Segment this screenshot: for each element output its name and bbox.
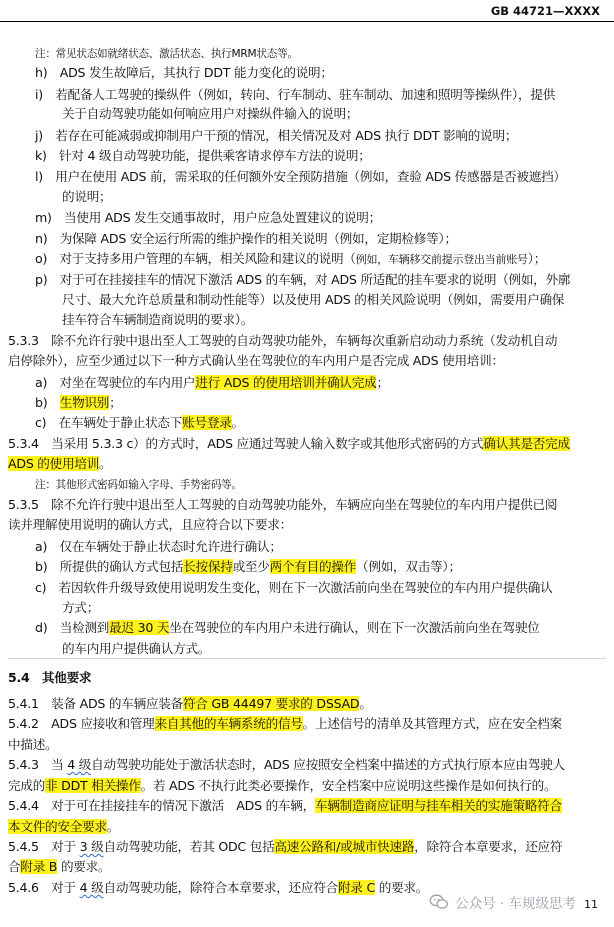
text-segment: 例如，车辆移交前提示登出当前账号 xyxy=(355,253,528,266)
text-segment: 注：其他形式密码如输入字母、手势密码等。 xyxy=(35,479,242,491)
text-segment: a) 对坐在驾驶位的车内用户 xyxy=(35,375,196,390)
text-segment: 或至少 xyxy=(232,559,270,574)
text-line xyxy=(8,735,57,756)
text-segment: 5.4.5 对于 xyxy=(8,839,80,854)
text-segment: 读并理解使用说明的确认方式，且应符合以下要求： xyxy=(8,517,292,532)
text-segment: 坐在驾驶位的车内用户未进行确认，则在下一次激活前向坐在驾驶位 xyxy=(169,620,540,635)
text-line xyxy=(8,351,504,372)
text-segment: l) 用户在使用 ADS 前，需采取的任何额外安全预防措施（例如，查验 ADS 传感器是否被遮挡） xyxy=(35,169,566,184)
highlighted-text: 账号登录 xyxy=(182,415,232,430)
text-line xyxy=(8,694,372,715)
text-segment: 挂车符合车辆制造商说明的要求）。 xyxy=(62,312,254,327)
text-line xyxy=(62,639,210,660)
text-segment: p) 对于可在挂接挂车的情况下激活 ADS 的车辆，对 ADS 所适配的挂车要求的说明（例如，外廓 xyxy=(35,272,571,287)
text-line xyxy=(35,146,371,167)
highlighted-text: 生物识别 xyxy=(59,395,110,410)
text-line xyxy=(35,208,381,229)
text-segment: 5.3.5 除不允许行驶中退出至人工驾驶的自动驾驶功能外，车辆应向坐在驾驶位的车内用户提供已阅 xyxy=(8,497,558,512)
text-segment: 。若 ADS 不执行此类必要操作，安全档案中应说明这些操作是如何执行的。 xyxy=(140,778,557,793)
highlighted-text: 附录 B xyxy=(20,859,58,874)
text-line xyxy=(35,618,540,639)
highlighted-text: 进行 ADS 的使用培训并确认完成 xyxy=(195,375,377,390)
watermark-text: 公众号 · 车规级思考 xyxy=(455,896,576,912)
text-line xyxy=(8,817,119,838)
text-segment: d) 当检测到 xyxy=(35,620,110,635)
text-segment: 5.4.1 装备 ADS 的车辆应装备 xyxy=(8,696,183,711)
text-line xyxy=(8,755,565,776)
text-line xyxy=(8,434,570,455)
text-segment: 完成的 xyxy=(8,778,46,793)
text-segment: n) 为保障 ADS 安全运行所需的维护操作的相关说明（例如，定期检修等）； xyxy=(35,231,457,246)
text-line xyxy=(35,270,570,291)
text-segment: j) 若存在可能减弱或抑制用户干预的情况，相关情况及对 ADS 执行 DDT 影响的说明； xyxy=(35,128,518,143)
text-segment: 5.4.2 ADS 应接收和管理 xyxy=(8,716,155,731)
text-segment: 的要求。 xyxy=(374,880,429,895)
highlighted-text: 非 DDT 相关操作 xyxy=(45,778,141,793)
highlighted-text: 长按保持 xyxy=(183,559,233,574)
text-line xyxy=(8,714,562,735)
note-line xyxy=(35,475,242,496)
highlighted-text: 来自其他的车辆系统的信号 xyxy=(154,716,303,731)
text-segment: b) 所提供的确认方式包括 xyxy=(35,559,184,574)
text-line xyxy=(62,310,253,331)
text-segment: 5.4 其他要求 xyxy=(8,670,92,685)
text-line xyxy=(35,63,333,84)
text-segment: 5.3.4 当采用 5.3.3 c）的方式时，ADS 应通过驾驶人输入数字或其他形式密码的方式 xyxy=(8,436,484,451)
text-line xyxy=(62,187,111,208)
text-line xyxy=(35,537,282,558)
watermark xyxy=(429,892,576,912)
highlighted-text: 附录 C xyxy=(338,880,375,895)
text-line xyxy=(62,290,564,311)
underlined-text: 4 级 xyxy=(79,880,104,895)
highlighted-text: ADS 的使用培训 xyxy=(8,456,100,471)
text-line xyxy=(8,878,428,899)
text-segment: 关于自动驾驶功能如何响应用户对操纵件输入的说明； xyxy=(62,106,359,121)
text-segment: 的要求。 xyxy=(57,859,111,874)
text-line xyxy=(35,126,517,147)
underlined-text: 3 级 xyxy=(79,839,104,854)
highlighted-text: 两个有目的操作 xyxy=(269,559,357,574)
text-segment: 。 xyxy=(231,415,244,430)
text-line xyxy=(8,796,562,817)
text-segment: o) 对于支持多用户管理的车辆，相关风险和建议的说明（ xyxy=(35,251,356,266)
highlighted-text: 车辆制造商应证明与挂车相关的实施策略符合 xyxy=(314,798,562,813)
text-line xyxy=(62,598,99,619)
text-segment: ，除符合本章要求，还应符 xyxy=(414,839,563,854)
text-line xyxy=(35,229,457,250)
standard-number: GB 44721—XXXX xyxy=(490,4,600,18)
note-line xyxy=(35,44,298,65)
text-line xyxy=(35,85,555,106)
page-number: 11 xyxy=(584,898,598,911)
text-segment: 。 xyxy=(99,456,112,471)
text-segment: i) 若配备人工驾驶的操纵件（例如，转向、行车制动、驻车制动、加速和照明等操纵件），提供 xyxy=(35,87,556,102)
text-segment: ； xyxy=(376,375,389,390)
header-rule xyxy=(0,21,614,22)
text-line xyxy=(35,557,461,578)
text-line xyxy=(35,393,121,414)
text-line xyxy=(8,331,557,352)
text-segment: 。 xyxy=(359,696,372,711)
text-line xyxy=(8,776,556,797)
section-heading xyxy=(8,668,91,689)
highlighted-text: 符合 GB 44497 要求的 DSSAD xyxy=(182,696,360,711)
text-line xyxy=(8,857,110,878)
text-segment: 5.4.4 对于可在挂接挂车的情况下激活 ADS 的车辆， xyxy=(8,798,315,813)
text-segment: 5.4.3 当 xyxy=(8,757,68,772)
underlined-text: 4 级 xyxy=(67,757,92,772)
text-segment: m) 当使用 ADS 发生交通事故时，用户应急处置建议的说明； xyxy=(35,210,381,225)
text-line xyxy=(8,495,557,516)
highlighted-text: 确认其是否完成 xyxy=(483,436,570,451)
text-segment: k) 针对 4 级自动驾驶功能，提供乘客请求停车方法的说明； xyxy=(35,148,371,163)
text-segment: ）； xyxy=(527,251,547,266)
text-line xyxy=(35,413,244,434)
text-segment: c) 在车辆处于静止状态下 xyxy=(35,415,183,430)
text-segment: 合 xyxy=(8,859,21,874)
section-divider xyxy=(8,658,606,659)
text-segment: a) 仅在车辆处于静止状态时允许进行确认； xyxy=(35,539,282,554)
text-segment: c) 若因软件升级导致使用说明发生变化，则在下一次激活前向坐在驾驶位的车内用户提供确认 xyxy=(35,580,553,595)
wechat-icon xyxy=(429,894,449,910)
text-segment: 自动驾驶功能处于激活状态时，ADS 应按照安全档案中描述的方式执行原本应由驾驶人 xyxy=(91,757,565,772)
text-line xyxy=(35,373,389,394)
text-segment: 5.3.3 除不允许行驶中退出至人工驾驶的自动驾驶功能外，车辆每次重新启动动力系统（发动机自动 xyxy=(8,333,558,348)
text-segment: （例如，双击等）； xyxy=(356,559,461,574)
highlighted-text: 最迟 30 天 xyxy=(109,620,170,635)
text-line xyxy=(8,837,562,858)
text-segment: h) ADS 发生故障后，其执行 DDT 能力变化的说明； xyxy=(35,65,333,80)
text-line xyxy=(62,104,358,125)
text-line xyxy=(8,515,292,536)
text-segment: 。 xyxy=(106,819,120,834)
text-segment: 中描述。 xyxy=(8,737,58,752)
text-line xyxy=(8,454,111,475)
highlighted-text: 高速公路和/或城市快速路 xyxy=(274,839,415,854)
text-line xyxy=(35,578,552,599)
text-segment: 自动驾驶功能，若其 ODC 包括 xyxy=(103,839,275,854)
text-segment: b) xyxy=(35,395,60,410)
text-segment: 5.4.6 对于 xyxy=(8,880,80,895)
text-segment: 的车内用户提供确认方式。 xyxy=(62,641,211,656)
text-segment: ； xyxy=(109,395,122,410)
text-line xyxy=(35,167,566,188)
highlighted-text: 本文件的安全要求 xyxy=(8,819,107,834)
text-segment: 自动驾驶功能，除符合本章要求，还应符合 xyxy=(103,880,338,895)
text-segment: 尺寸、最大允许总质量和制动性能等）以及使用 ADS 的相关风险说明（例如，需要用户确保 xyxy=(62,292,565,307)
text-segment: 注：常见状态如就绪状态、激活状态、执行MRM状态等。 xyxy=(35,48,298,60)
text-segment: 方式； xyxy=(62,600,100,615)
text-segment: 。上述信号的清单及其管理方式，应在安全档案 xyxy=(302,716,562,731)
text-segment: 的说明； xyxy=(62,189,112,204)
text-segment: 启停除外），应至少通过以下一种方式确认坐在驾驶位的车内用户是否完成 ADS 使用培训： xyxy=(8,353,504,368)
text-line xyxy=(35,249,546,271)
